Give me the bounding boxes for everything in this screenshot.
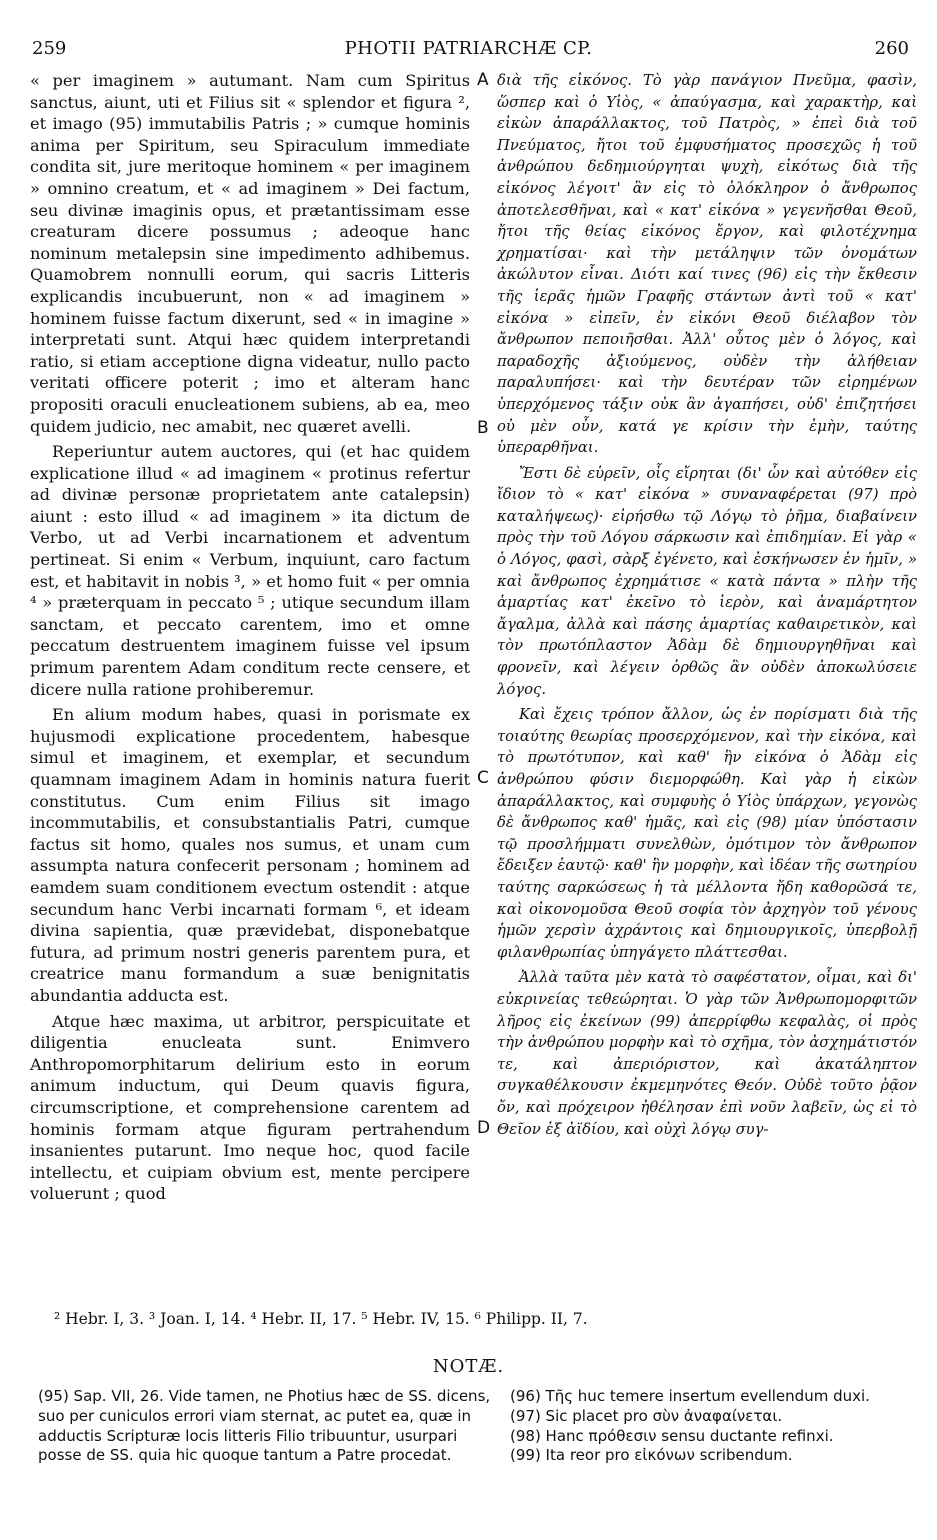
- note-97: (97) Sic placet pro σὺν ἀναφαίνεται.: [510, 1406, 783, 1425]
- section-marker-c: C: [477, 768, 489, 788]
- greek-paragraph: Ἔστι δὲ εὑρεῖν, οἷς εἴρηται (δι' ὧν καὶ αὐτόθεν εἰς ἴδιον τὸ « κατ' εἰκόνα » συναναφέρεται (97) πρὸ καταλήψεως)· εἰρήσθω τῷ Λόγῳ τὸ ῥῆμα, διαβαίνειν πρὸς τὴν τοῦ Λόγου σάρκωσιν καὶ ἐπιδημίαν. Εἰ γὰρ « ὁ Λόγος, φασὶ, σὰρξ ἐγένετο, καὶ ἐσκήνωσεν ἐν ἡμῖν, » καὶ ἄνθρωπος ἐχρημάτισε « κατὰ πάντα » πλὴν τῆς ἁμαρτίας κατ' ἐκεῖνο τὸ ἱερὸν, καὶ ἀναμάρτητον ἄγαλμα, ἀλλὰ καὶ πάσης ἁμαρτίας καθαιρετικὸν, καὶ τὸν πρωτόπλαστον Ἀδὰμ δὲ δημιουργηθῆναι καὶ φρονεῖν, καὶ λέγειν ὀρθῶς ἂν οὐδὲν ἀποκωλύσειε λόγος.: [497, 464, 917, 698]
- latin-paragraph: Atque hæc maxima, ut arbitror, perspicuitate et diligentia enucleata sunt. Enimvero Anthropomorphitarum delirium esto in eorum animum inductum, qui Deum quavis figura, circumscriptione, et comprehensione carentem ad hominis formam atque figuram pertrahendum insanientes putarunt. Imo neque hoc, quod facile intellectu, et cuipiam obvium est, mente percipere voluerunt ; quod: [30, 1011, 470, 1204]
- left-page-number: 259: [32, 38, 67, 59]
- running-title: PHOTII PATRIARCHÆ CP.: [344, 38, 593, 59]
- note-99: (99) Ita reor pro εἰκόνων scribendum.: [510, 1446, 793, 1465]
- greek-paragraph: διὰ τῆς εἰκόνος. Τὸ γὰρ πανάγιον Πνεῦμα, φασὶν, ὥσπερ καὶ ὁ Υἱὸς, « ἀπαύγασμα, καὶ χαρακτὴρ, καὶ εἰκὼν ἀπαράλλακτος, τοῦ Πατρὸς, » ἐπεὶ διὰ τοῦ Πνεύματος, ἤτοι τοῦ ἐμφυσήματος προσεχῶς ἡ τοῦ ἀνθρώπου δεδημιούργηται ψυχὴ, εἰκότως διὰ τῆς εἰκόνος λέγοιτ' ἂν εἰς τὸ ὁλόκληρον ὁ ἄνθρωπος ἀποτελεσθῆναι, καὶ « κατ' εἰκόνα » γεγενῆσθαι Θεοῦ, ἤτοι τῆς θείας εἰκόνος ἔργον, καὶ φιλοτέχνημα χρηματίσαι· καὶ τὴν μετάληψιν τῶν ὀνομάτων ἀκώλυτον εἶναι. Διότι καί τινες (96) εἰς τὴν ἔκθεσιν τῆς ἱερᾶς ἡμῶν Γραφῆς στάντων ἀντὶ τοῦ « κατ' εἰκόνα » εἰπεῖν, ἐν εἰκόνι Θεοῦ διέλαβον τὸν ἄνθρωπον πεποιῆσθαι. Ἀλλ' οὗτος μὲν ὁ λόγος, καὶ παραδοχῆς ἀξιούμενος, οὐδὲν τὴν ἀλήθειαν παραλυπήσει· καὶ τὴν δευτέραν τῶν εἰρημένων ὑπερχόμενος τάξιν οὐκ ἂν ἀγαπήσει, οὐδ' ἐπιζητήσει οὐ μὲν οὖν, κατά γε κρίσιν τὴν ἐμὴν, ταύτης ὑπεραρθῆναι.: [497, 72, 917, 457]
- right-page-number: 260: [874, 38, 909, 59]
- greek-paragraph: Καὶ ἔχεις τρόπον ἄλλον, ὡς ἐν πορίσματι διὰ τῆς τοιαύτης θεωρίας προσερχόμενον, καὶ τὴν εἰκόνα, καὶ τὸ πρωτότυπον, καὶ καθ' ἣν εἰκόνα ὁ Ἀδὰμ εἰς ἀνθρώπου φύσιν διεμορφώθη. Καὶ γὰρ ἡ εἰκὼν ἀπαράλλακτος, καὶ συμφυὴς ὁ Υἱὸς ὑπάρχων, γεγονὼς δὲ ἄνθρωπος καθ' ἡμᾶς, καὶ εἰς (98) μίαν ὑπόστασιν τῷ προσλήμματι συνελθὼν, ὁμότιμον τὸν ἄνθρωπον ἔδειξεν ἑαυτῷ· καθ' ἣν μορφὴν, καὶ ἰδέαν τῆς σωτηρίου ταύτης σαρκώσεως ἡ τὰ μέλλοντα ἤδη καθορῶσά τε, καὶ οἰκονομοῦσα Θεοῦ σοφία τὸν ἀρχηγὸν τοῦ γένους ἡμῶν χερσὶν ἀχράντοις καὶ δημιουργικοῖς, ὑπερβολῇ φιλανθρωπίας ὑπηγάγετο πλάττεσθαι.: [497, 706, 917, 961]
- latin-paragraph: « per imaginem » autumant. Nam cum Spiritus sanctus, aiunt, uti et Filius sit « splendor et figura ², et imago (95) immutabilis Patris ; » cumque hominis anima per Spiritum, seu Spiraculum immediate condita sit, jure meritoque hominem « per imaginem » omnino creatum, et « ad imaginem » Dei factum, seu divinæ imaginis opus, et prætantissimam esse creaturam dicere possumus ; adeoque hanc nominum metalepsin sine impedimento adhibemus. Quamobrem nonnulli eorum, qui sacris Litteris explicandis incubuerunt, non « ad imaginem » hominem fuisse factum dixerunt, sed « in imagine » interpretati sunt. Atqui hæc quidem interpretandi ratio, si etiam acceptione digna videatur, nullo pacto veritati officere poterit ; imo et alteram hanc propositi oraculi enucleationem subiens, ab ea, meo quidem judicio, nec amabit, nec quæret avelli.: [30, 71, 470, 436]
- notes-heading: NOTÆ.: [432, 1356, 505, 1377]
- section-marker-a: A: [477, 70, 489, 90]
- running-header: [20, 38, 917, 64]
- latin-column: [30, 70, 470, 1209]
- greek-paragraph: Ἀλλὰ ταῦτα μὲν κατὰ τὸ σαφέστατον, οἶμαι, καὶ δι' εὐκρινείας τεθεώρηται. Ὁ γὰρ τῶν Ἀνθρωπομορφιτῶν λῆρος εἰς ἐκείνων (99) ἀπερρίφθω κεφαλὰς, οἱ πρὸς τὴν ἀνθρώπου μορφὴν καὶ τὸ σχῆμα, τὸν ἀσχημάτιστόν τε, καὶ ἀπεριόριστον, καὶ ἀκατάληπτον συγκαθέλκουσιν ἐκμεμηνότες Θεόν. Οὐδὲ τοῦτο ῥᾷον ὄν, καὶ πρόχειρον ἠθέλησαν ἐπὶ νοῦν λαβεῖν, ὡς εἰ τὸ Θεῖον ἐξ ἀϊδίου, καὶ οὐχὶ λόγῳ συγ-: [497, 969, 917, 1138]
- section-marker-b: B: [477, 418, 489, 438]
- note-98: (98) Hanc πρόθεσιν sensu ductante refinxi.: [510, 1426, 834, 1445]
- note-96: (96) Τῆς huc temere insertum evellendum duxi.: [510, 1387, 870, 1405]
- section-marker-d: D: [477, 1118, 491, 1138]
- scripture-footnotes: ² Hebr. I, 3. ³ Joan. I, 14. ⁴ Hebr. II, 17. ⁵ Hebr. IV, 15. ⁶ Philipp. II, 7.: [54, 1310, 588, 1328]
- notes-right-column: [510, 1387, 910, 1466]
- latin-paragraph: En alium modum habes, quasi in porismate ex hujusmodi explicatione procedentem, habesque simul et imaginem, et exemplar, et secundum quamnam imaginem Adam in hominis natura fuerit constitutus. Cum enim Filius sit imago incommutabilis, et consubstantialis Patri, cumque factus sit homo, quales nos sumus, et unam cum assumpta natura confecerit personam ; hominem ad eamdem suam conditionem evectum ostendit : atque secundum hanc Verbi incarnati formam ⁶, et ideam divina sapientia, quæ prævidebat, disponebatque futura, ad primum nostri generis parentem pura, et creatrice manu formandum a suæ benignitatis abundantia adducta est.: [30, 705, 470, 1005]
- greek-column: [497, 70, 917, 1144]
- latin-paragraph: Reperiuntur autem auctores, qui (et hac quidem explicatione illud « ad imaginem « protinus refertur ad divinæ personæ proprietatem ante catalepsin) aiunt : esto illud « ad imaginem » ita dictum de Verbo, ut ad Verbi incarnationem et adventum pertineat. Si enim « Verbum, inquiunt, caro factum est, et habitavit in nobis ³, » et homo fuit « per omnia ⁴ » præterquam in peccato ⁵ ; utique secundum illam sanctam, et peccato carentem, imo et omne peccatum destruentem imaginem fuisse vel ipsum primum parentem Adam conditum recte censere, et dicere nulla ratione prohiberemur.: [30, 442, 470, 699]
- note-95: (95) Sap. VII, 26. Vide tamen, ne Photius hæc de SS. dicens, suo per cuniculos errori viam sternat, ac putet ea, quæ in adductis Scripturæ locis litteris Filio tribuuntur, usurpari posse de SS. quia hic quoque tantum a Patre procedat.: [38, 1387, 491, 1465]
